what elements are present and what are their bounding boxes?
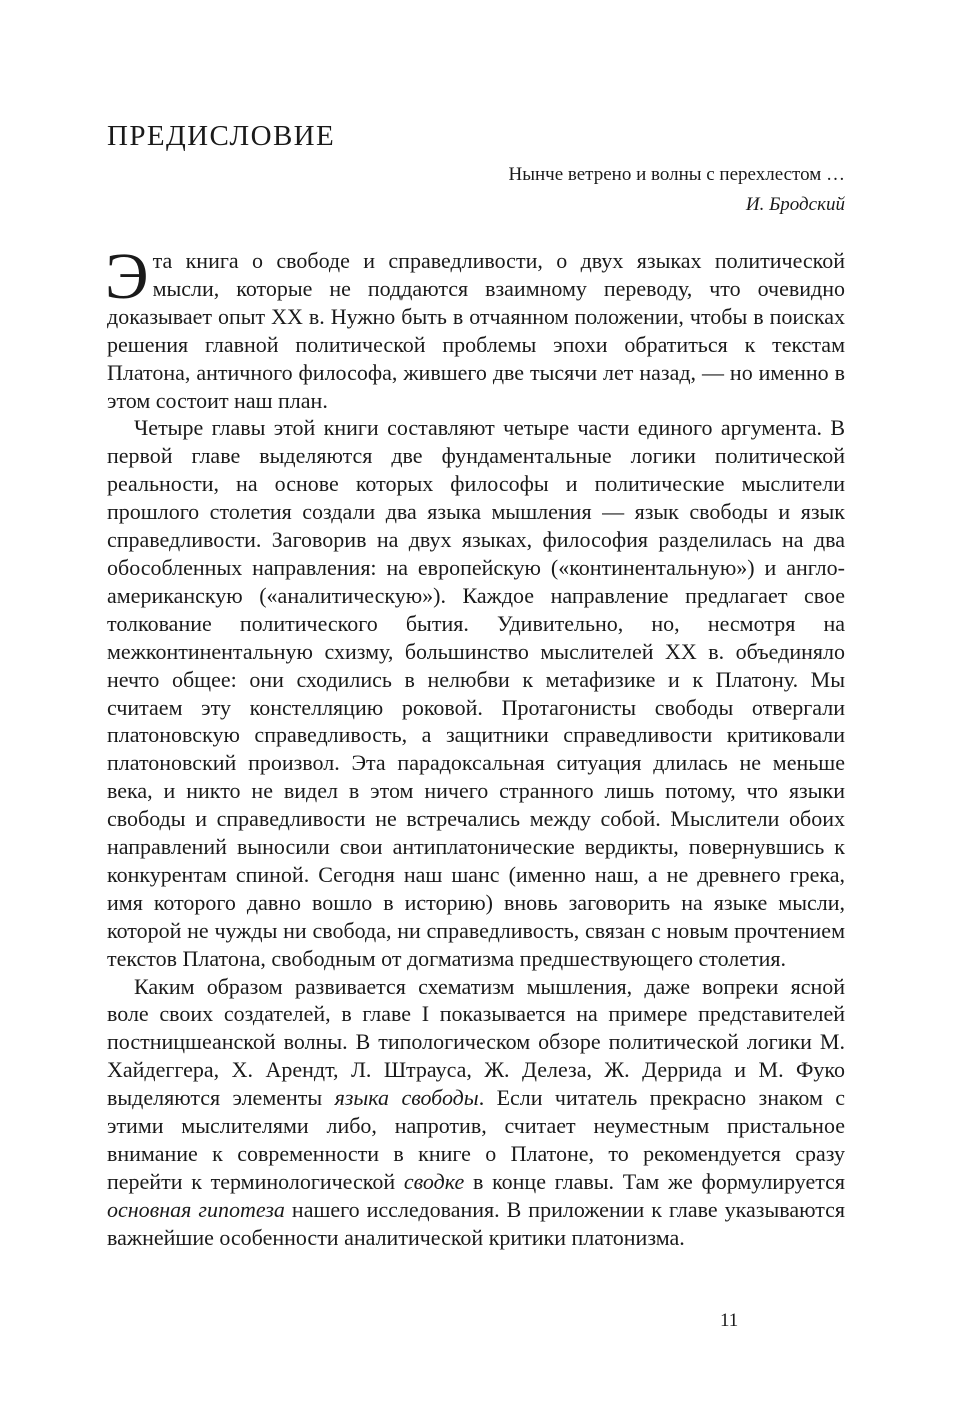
epigraph-author: И. Бродский — [745, 194, 845, 215]
emphasis-language-of-freedom: языка свободы — [334, 1085, 479, 1111]
paragraph-3-part-2: . Если читатель прекрасно знаком с этими мыслителями либо, напротив, считает неуместным пристальное внимание к современности в книге о Платоне, то рекомендуется сразу перейти к терминологической — [107, 1085, 846, 1194]
epigraph-text: Нынче ветрено и волны с перехлестом … — [508, 164, 845, 185]
body-text — [105, 240, 846, 1252]
emphasis-summary: сводке — [403, 1168, 465, 1194]
paragraph-3-part-1: Каким образом развивается схематизм мышления, даже вопреки ясной воле своих создателей, в главе I показывается на примере представителей постницшеанской волны. В типологическом обзоре политической логики М. Хайдеггера, Х. Арендт, Л. Штрауса, Ж. Делеза, Ж. Деррида и М. Фуко выделяются элементы — [107, 973, 845, 1111]
page-title: ПРЕДИСЛОВИЕ — [107, 120, 336, 152]
paragraph-1 — [105, 240, 845, 414]
emphasis-main-hypothesis: основная гипотеза — [107, 1196, 285, 1222]
paragraph-2: Четыре главы этой книги составляют четыре части единого аргумента. В первой главе выделяются две фундаментальные логики политической реальности, на основе которых философы и политические мыслители прошлого столетия создали два языка мышления — язык свободы и язык справедливости. Заговорив на двух языках, философия разделилась на два обособленных направления: на европейскую («континентальную») и англо-американскую («аналитическую»). Каждое направление предлагает свое толкование политического бытия. Удивительно, но, несмотря на межконтинентальную схизму, большинство мыслителей XX в. объединяло нечто общее: они сходились в нелюбви к метафизике и к Платону. Мы считаем эту констелляцию роковой. Протагонисты свободы отвергали платоновскую справедливость, а защитники справедливости критиковали платоновский произвол. Эта парадоксальная ситуация длилась не меньше века, и никто не видел в этом ничего странного лишь потому, что языки свободы и справедливости не встречались между собой. Мыслители обоих направлений выносили свои антиплатонические вердикты, повернувшись к конкурентам спиной. Сегодня наш шанс (именно наш, а не древнего грека, имя которого давно вошло в историю) вновь заговорить на языке мысли, которой не чужды ни свобода, ни справедливость, связан с новым прочтением текстов Платона, свободным от догматизма предшествующего столетия. — [107, 415, 845, 971]
paragraph-3-part-4: нашего исследования. В приложении к главе указываются важнейшие особенности аналитической критики платонизма. — [107, 1196, 846, 1250]
paragraph-1-text: та книга о свободе и справедливости, о двух языках политической мысли, которые не поддаются взаимному переводу, что очевидно доказывает опыт XX в. Нужно быть в отчаянном положении, чтобы в поисках решения главной политической проблемы эпохи обратиться к текстам Платона, античного философа, жившего две тысячи лет назад, — но именно в этом состоит наш план. — [107, 248, 845, 413]
page-number: 11 — [720, 1310, 739, 1331]
paragraph-3 — [107, 973, 845, 1252]
drop-cap: Э — [105, 240, 149, 313]
epigraph — [509, 160, 846, 220]
paragraph-3-part-3: в конце главы. Там же формулируется — [472, 1168, 846, 1194]
